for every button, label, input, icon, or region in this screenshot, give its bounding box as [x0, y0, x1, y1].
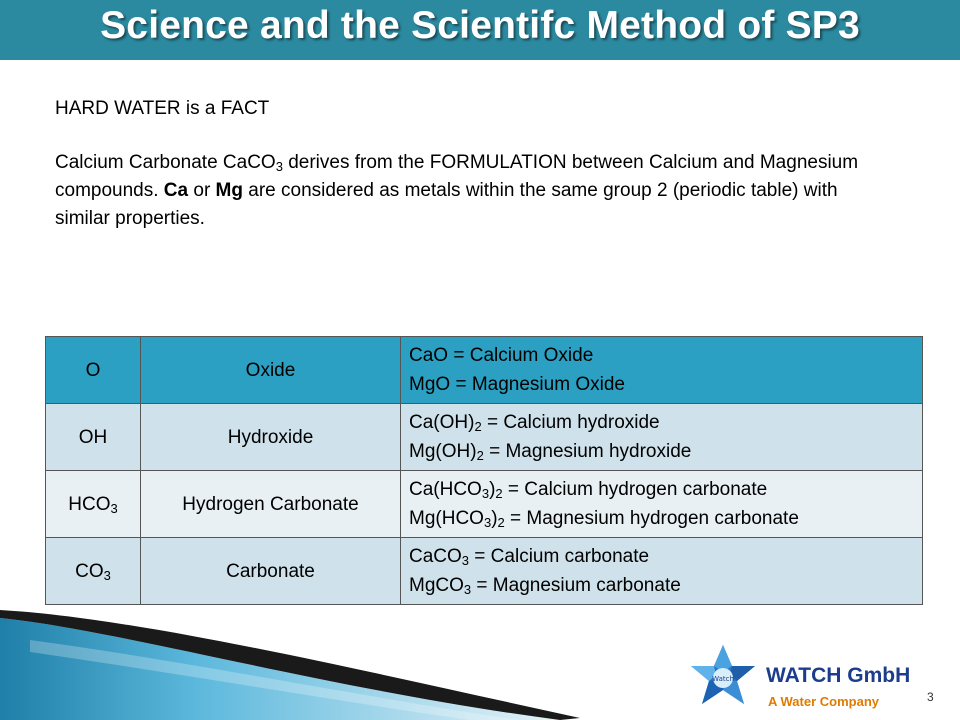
page-number: 3 [927, 690, 934, 704]
intro-paragraph: Calcium Carbonate CaCO$_3$ derives from the FORMULATION between Calcium and Magnesium compounds. Ca or Mg are considered as metals within the same group 2 (periodic table) with similar properties. [55, 152, 859, 229]
hard-water-line: HARD WATER is a FACT [55, 98, 270, 119]
table-row [46, 337, 923, 404]
brand-tagline: A Water Company [768, 694, 879, 709]
name-cell: Hydroxide [141, 404, 401, 471]
example-cell: $Ca(OH)_2$ = Calcium hydroxide $Mg(OH)_2$ = Magnesium hydroxide [401, 404, 923, 471]
ca-bold: Ca [163, 180, 189, 201]
symbol-cell: $HCO_3$ [46, 471, 141, 538]
example-cell: CaCO$_3$ = Calcium carbonate MgCO$_3$ = Magnesium carbonate [401, 538, 923, 605]
name-cell: Hydrogen Carbonate [141, 471, 401, 538]
symbol-cell: OH [46, 404, 141, 471]
table-row [46, 538, 923, 605]
name-cell: Carbonate [141, 538, 401, 605]
symbol-cell: $CO_3$ [46, 538, 141, 605]
svg-text:Watch: Watch [712, 675, 734, 683]
brand-name: WATCH GmbH [766, 664, 911, 687]
table-row [46, 471, 923, 538]
compound-table [45, 336, 923, 605]
slide-title: Science and the Scientifc Method of SP3 [100, 4, 860, 47]
intro-text [55, 95, 875, 233]
symbol-cell: O [46, 337, 141, 404]
watch-logo-icon [688, 642, 758, 712]
table-row [46, 404, 923, 471]
example-cell: CaO = Calcium Oxide MgO = Magnesium Oxide [401, 337, 923, 404]
mg-bold: Mg [215, 180, 243, 201]
example-cell: $Ca(HCO_3)_2$ = Calcium hydrogen carbonate $Mg(HCO_3)_2$ = Magnesium hydrogen carbonate [401, 471, 923, 538]
name-cell: Oxide [141, 337, 401, 404]
